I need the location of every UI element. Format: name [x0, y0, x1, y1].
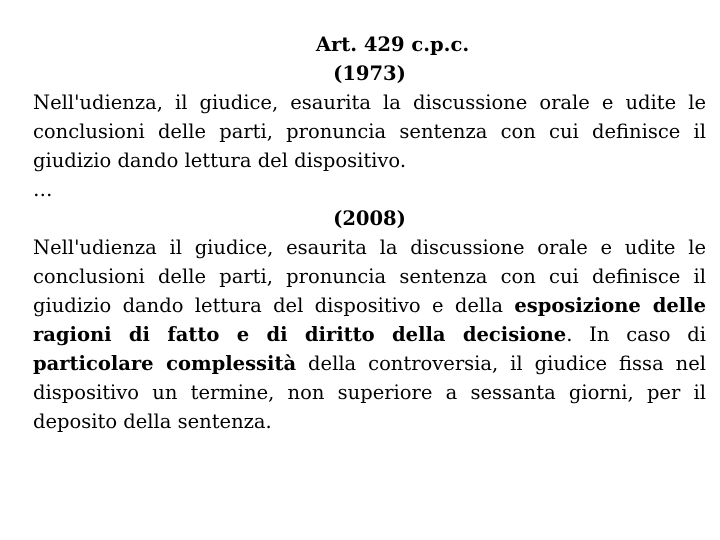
year-heading-2008: (2008) — [333, 207, 406, 230]
article-title: Art. 429 c.p.c. — [315, 33, 470, 56]
ellipsis: … — [33, 178, 53, 201]
text-2008-part-3: della controversia, il giudice fissa nel dispositivo un termine, non superiore a sessanta giorni, per il deposito della sentenza. — [33, 352, 706, 433]
text-2008-part-2: . In caso di — [566, 323, 706, 346]
emphasis-esposizione: esposizione delle ragioni di fatto e di diritto della decisione — [33, 294, 706, 346]
text-2008-part-1: Nell'udienza il giudice, esaurita la discussione orale e udite le conclusioni delle parti, pronuncia sentenza con cui definisce il giudizio dando lettura del dispositivo e della — [33, 236, 706, 317]
year-heading-1973: (1973) — [333, 62, 406, 85]
slide-content — [33, 30, 706, 436]
text-1973: Nell'udienza, il giudice, esaurita la discussione orale e udite le conclusioni delle parti, pronuncia sentenza con cui definisce il giudizio dando lettura del dispositivo. — [33, 91, 706, 172]
text-2008 — [33, 233, 706, 436]
emphasis-complessita: particolare complessità — [33, 352, 297, 375]
